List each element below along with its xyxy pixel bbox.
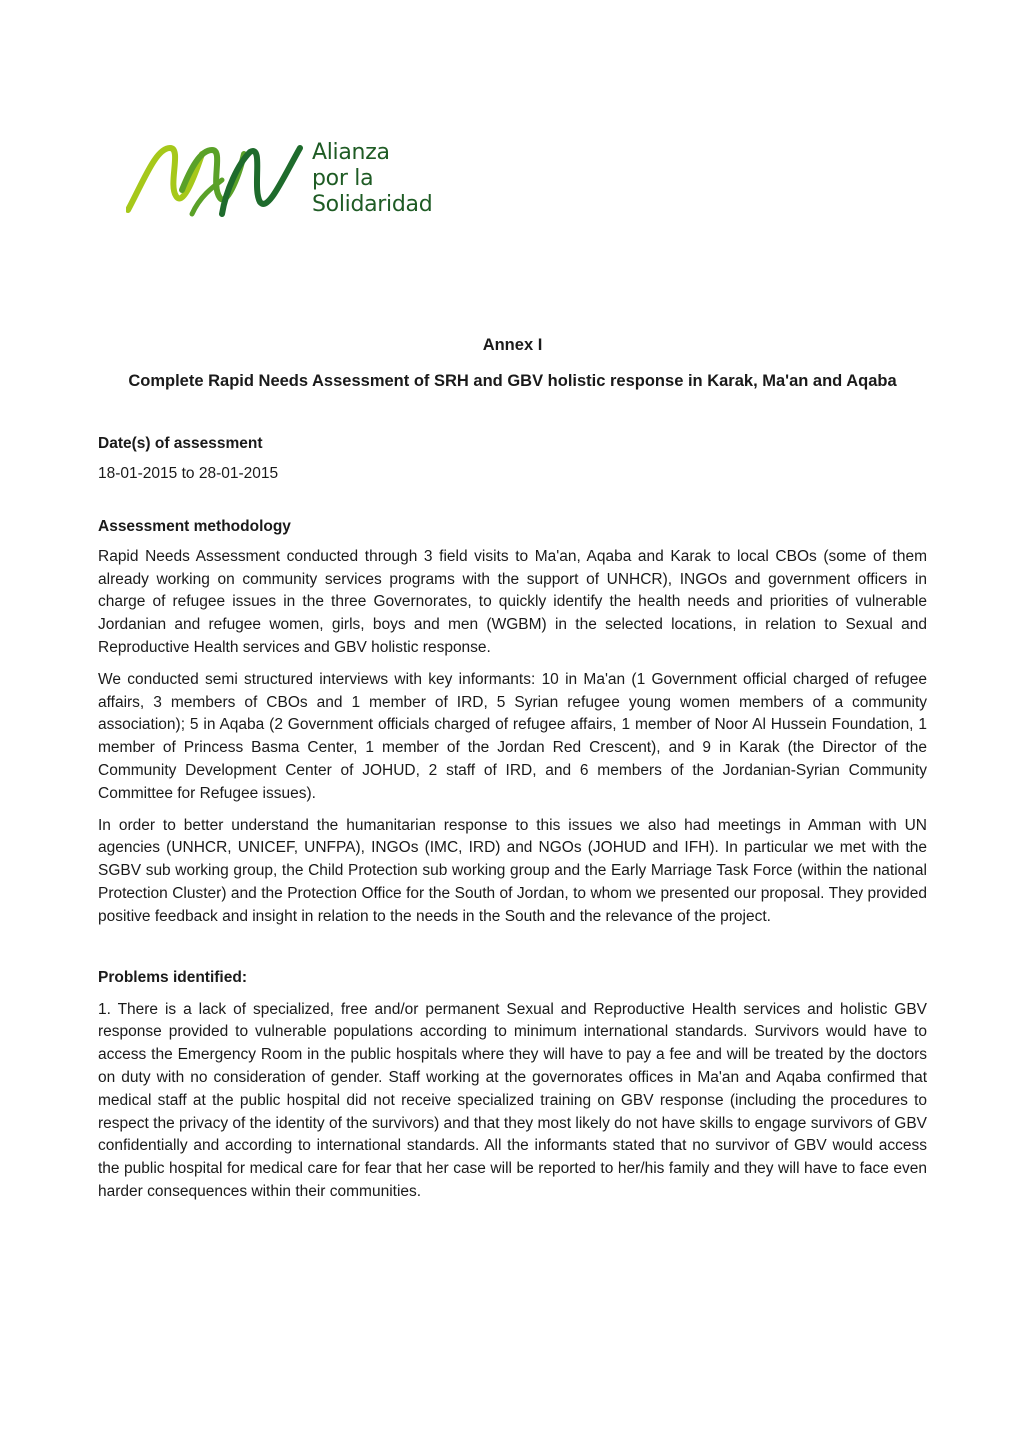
logo-wordmark: [312, 140, 432, 218]
document-body: [98, 333, 927, 1204]
logo-line-3: Solidaridad: [312, 192, 433, 217]
methodology-heading: Assessment methodology: [98, 517, 291, 535]
date-heading: Date(s) of assessment: [98, 435, 263, 452]
alianza-logo: [126, 138, 456, 220]
logo-line-2: por la: [312, 166, 374, 191]
title-block: [98, 333, 927, 393]
methodology-paragraph-2: We conducted semi structured interviews with key informants: 10 in Ma'an (1 Government official charged of refugee affairs, 3 members of CBOs and 1 member of IRD, 5 Syrian refugee young women members of a community association); 5 in Aqaba (2 Government officials charged of refugee affairs, 1 member of Noor Al Hussein Foundation, 1 member of Princess Basma Center, 1 member of the Jordan Red Crescent), and 9 in Karak (the Director of the Community Development Center of JOHUD, 2 staff of IRD, and 6 members of the Jordanian-Syrian Community Committee for Refugee issues).: [98, 670, 927, 802]
methodology-paragraph-1: Rapid Needs Assessment conducted through 3 field visits to Ma'an, Aqaba and Karak to local CBOs (some of them already working on community services programs with the support of UNHCR), INGOs and government officers in charge of refugee issues in the three Governorates, to quickly identify the health needs and priorities of vulnerable Jordanian and refugee women, girls, boys and men (WGBM) in the selected locations, in relation to Sexual and Reproductive Health services and GBV holistic response.: [98, 547, 927, 656]
annex-label: Annex I: [482, 336, 543, 354]
problems-heading: Problems identified:: [98, 968, 247, 986]
alianza-logo-mark-icon: [126, 140, 304, 218]
document-title: Complete Rapid Needs Assessment of SRH and GBV holistic response in Karak, Ma'an and Aqaba: [128, 372, 897, 390]
logo-line-1: Alianza: [312, 140, 390, 165]
methodology-paragraph-3: In order to better understand the humanitarian response to this issues we also had meetings in Amman with UN agencies (UNHCR, UNICEF, UNFPA), INGOs (IMC, IRD) and NGOs (JOHUD and IFH). In particular we met with the SGBV sub working group, the Child Protection sub working group and the Early Marriage Task Force (within the national Protection Cluster) and the Protection Office for the South of Jordan, to whom we presented our proposal. They provided positive feedback and insight in relation to the needs in the South and the relevance of the project.: [98, 816, 927, 925]
problems-paragraph-1: 1. There is a lack of specialized, free and/or permanent Sexual and Reproductive Health services and holistic GBV response provided to vulnerable populations according to minimum international standards. Survivors would have to access the Emergency Room in the public hospitals where they will have to pay a fee and will be treated by the doctors on duty with no consideration of gender. Staff working at the governorates offices in Ma'an and Aqaba confirmed that medical staff at the public hospital did not receive specialized training on GBV response (including the procedures to respect the privacy of the identity of the survivors) and that they most likely do not have skills to engage survivors of GBV confidentially and according to international standards. All the informants stated that no survivor of GBV would access the public hospital for medical care for fear that her case will be reported to her/his family and they will have to face even harder consequences within their communities.: [98, 1000, 927, 1200]
date-value: 18-01-2015 to 28-01-2015: [98, 465, 279, 482]
